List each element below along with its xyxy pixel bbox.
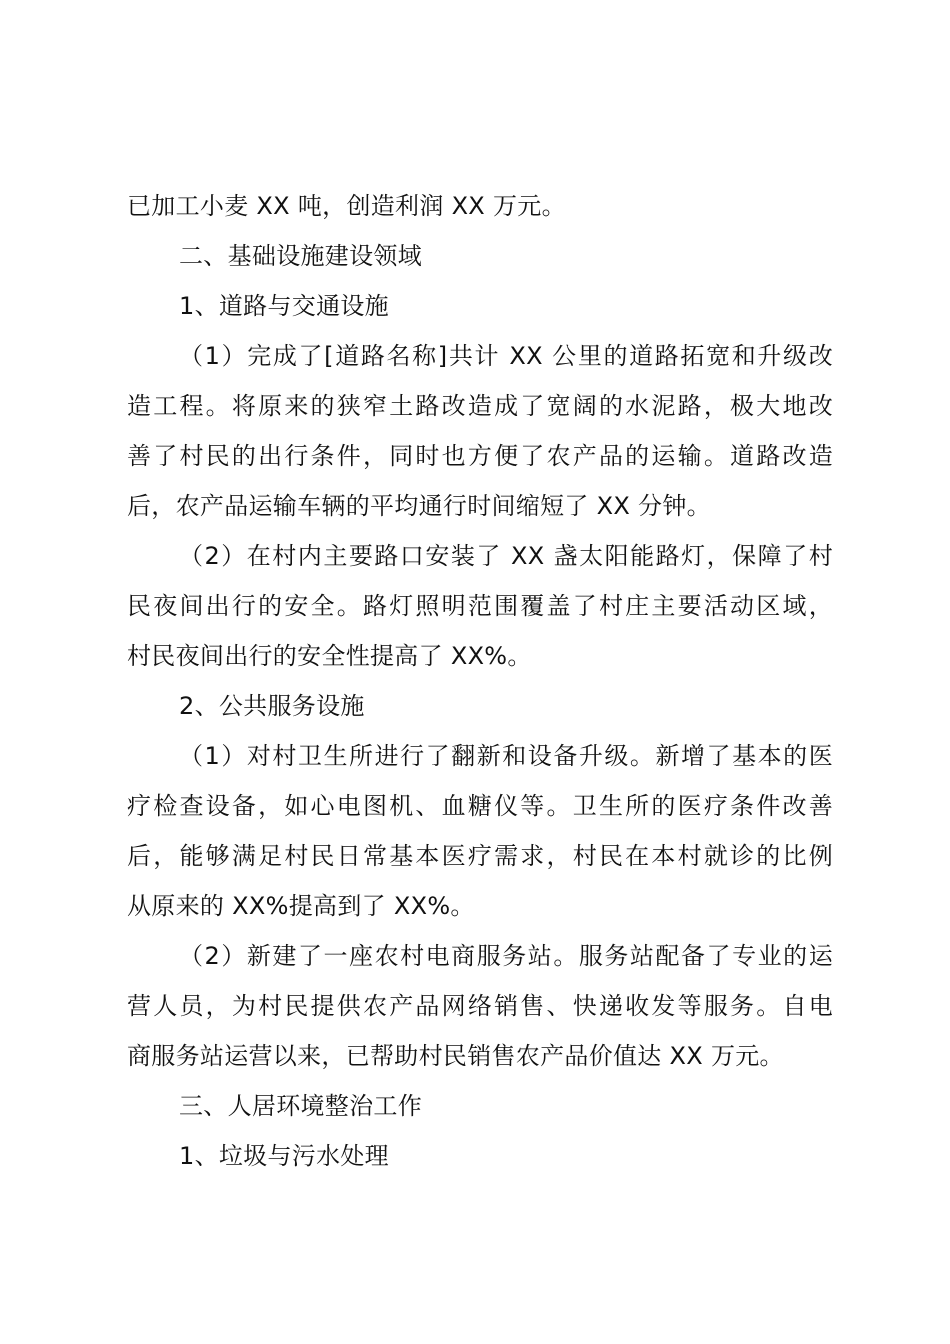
text-line: 从原来的 XX%提高到了 XX%。 — [127, 892, 475, 920]
text-line: 民夜间出行的安全。路灯照明范围覆盖了村庄主要活动区域， — [127, 592, 833, 620]
text-line: 后，农产品运输车辆的平均通行时间缩短了 XX 分钟。 — [127, 492, 711, 520]
text-line: 后，能够满足村民日常基本医疗需求，村民在本村就诊的比例 — [127, 842, 833, 870]
text-line: （2）新建了一座农村电商服务站。服务站配备了专业的运 — [179, 942, 833, 970]
text-line: 善了村民的出行条件，同时也方便了农产品的运输。道路改造 — [127, 442, 833, 470]
subsection-heading: 2、公共服务设施 — [179, 692, 365, 720]
document-body — [127, 181, 833, 1181]
text-line: 疗检查设备，如心电图机、血糖仪等。卫生所的医疗条件改善 — [127, 792, 833, 820]
section-heading: 三、人居环境整治工作 — [179, 1092, 422, 1120]
text-line: （1）完成了[道路名称]共计 XX 公里的道路拓宽和升级改 — [179, 342, 833, 370]
text-line: （1）对村卫生所进行了翻新和设备升级。新增了基本的医 — [179, 742, 833, 770]
text-line: （2）在村内主要路口安装了 XX 盏太阳能路灯，保障了村 — [179, 542, 833, 570]
text-line: 营人员，为村民提供农产品网络销售、快递收发等服务。自电 — [127, 992, 833, 1020]
section-heading: 二、基础设施建设领域 — [179, 242, 422, 270]
text-line: 商服务站运营以来，已帮助村民销售农产品价值达 XX 万元。 — [127, 1042, 784, 1070]
text-line: 已加工小麦 XX 吨，创造利润 XX 万元。 — [127, 192, 566, 220]
subsection-heading: 1、垃圾与污水处理 — [179, 1142, 389, 1170]
subsection-heading: 1、道路与交通设施 — [179, 292, 389, 320]
text-line: 造工程。将原来的狭窄土路改造成了宽阔的水泥路，极大地改 — [127, 392, 833, 420]
text-line: 村民夜间出行的安全性提高了 XX%。 — [127, 642, 532, 670]
